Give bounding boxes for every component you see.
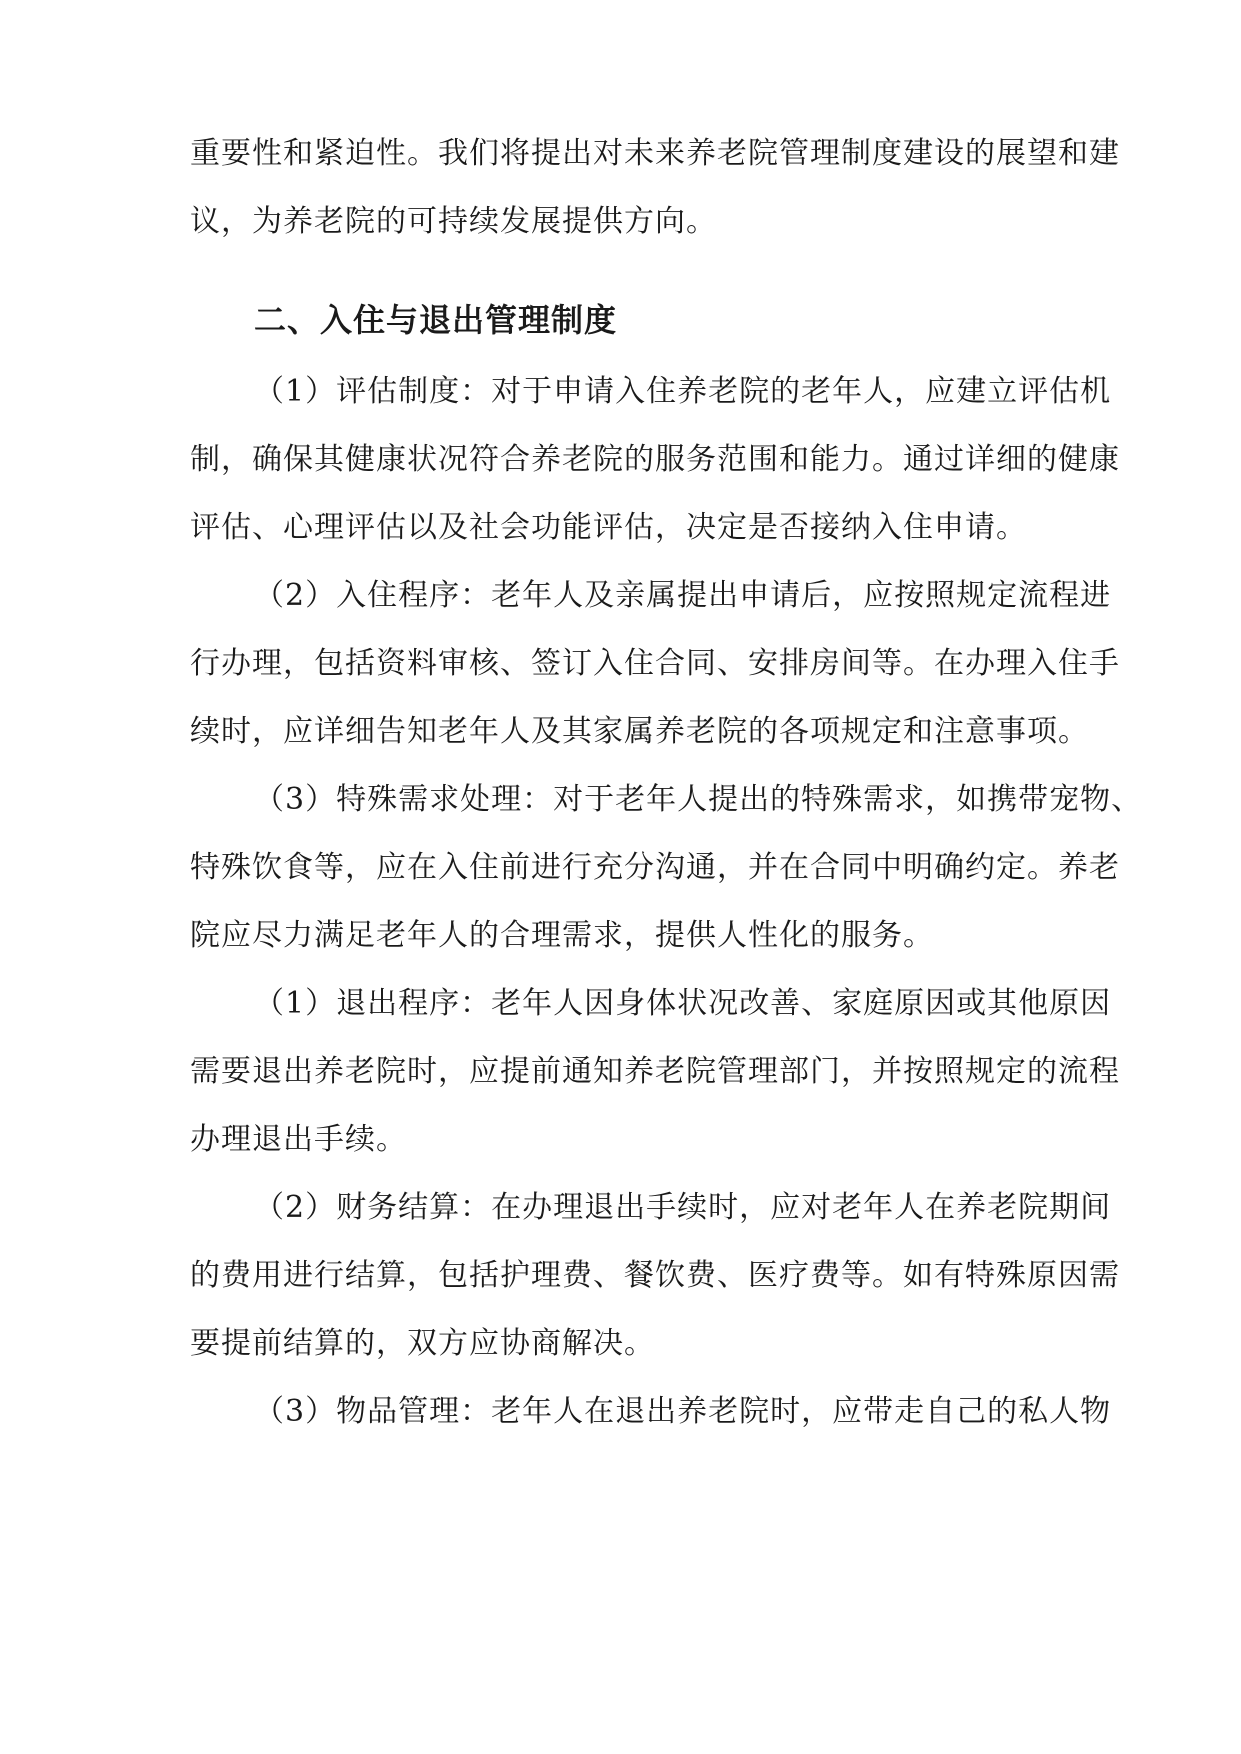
paragraph-line: 要提前结算的，双方应协商解决。 — [190, 1326, 655, 1361]
section-heading: 二、入住与退出管理制度 — [254, 301, 618, 339]
paragraph-line: 需要退出养老院时，应提前通知养老院管理部门，并按照规定的流程 — [190, 1054, 1120, 1089]
paragraph-line: 评估、心理评估以及社会功能评估，决定是否接纳入住申请。 — [190, 510, 1027, 545]
paragraph-line: 院应尽力满足老年人的合理需求，提供人性化的服务。 — [190, 918, 934, 953]
paragraph-line: 制，确保其健康状况符合养老院的服务范围和能力。通过详细的健康 — [190, 442, 1120, 477]
paragraph-line: 续时，应详细告知老年人及其家属养老院的各项规定和注意事项。 — [190, 714, 1089, 749]
paragraph-line: 的费用进行结算，包括护理费、餐饮费、医疗费等。如有特殊原因需 — [190, 1258, 1120, 1293]
paragraph-line: （2）财务结算：在办理退出手续时，应对老年人在养老院期间 — [254, 1190, 1112, 1225]
paragraph-line: （3）特殊需求处理：对于老年人提出的特殊需求，如携带宠物、 — [254, 782, 1143, 817]
paragraph-line: 重要性和紧迫性。我们将提出对未来养老院管理制度建设的展望和建 — [190, 136, 1120, 171]
paragraph-line: （1）评估制度：对于申请入住养老院的老年人，应建立评估机 — [254, 374, 1112, 409]
paragraph-line: 办理退出手续。 — [190, 1122, 407, 1157]
paragraph-line: 行办理，包括资料审核、签订入住合同、安排房间等。在办理入住手 — [190, 646, 1120, 681]
paragraph-line: （2）入住程序：老年人及亲属提出申请后，应按照规定流程进 — [254, 578, 1112, 613]
paragraph-line: 议，为养老院的可持续发展提供方向。 — [190, 204, 717, 239]
paragraph-line: 特殊饮食等，应在入住前进行充分沟通，并在合同中明确约定。养老 — [190, 850, 1120, 885]
paragraph-line: （1）退出程序：老年人因身体状况改善、家庭原因或其他原因 — [254, 986, 1112, 1021]
paragraph-line: （3）物品管理：老年人在退出养老院时，应带走自己的私人物 — [254, 1394, 1112, 1429]
